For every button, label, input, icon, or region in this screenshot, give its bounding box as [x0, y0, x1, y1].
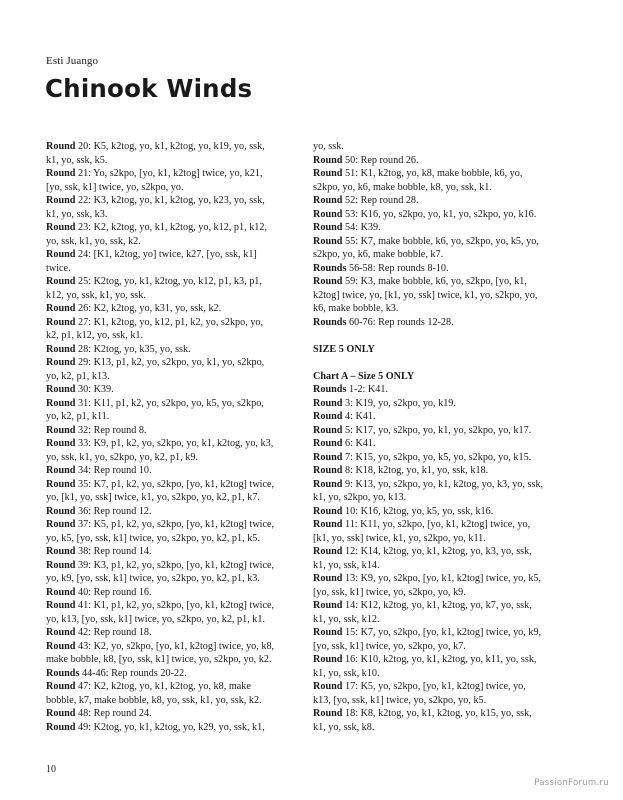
round-label: Round — [46, 600, 76, 611]
instruction-line — [313, 599, 581, 613]
round-label: Round — [313, 708, 343, 719]
instruction-line — [313, 316, 581, 330]
instruction-line — [46, 491, 284, 505]
instruction-text: 22: K3, k2tog, yo, k1, k2tog, yo, k23, yo, ssk, — [75, 195, 265, 206]
instructions-block-continued — [313, 140, 581, 329]
round-label: Round — [46, 316, 76, 328]
instruction-text: k1, yo, ssk, k8. — [313, 721, 375, 733]
instruction-line — [46, 545, 284, 559]
instruction-line — [313, 505, 581, 519]
instruction-line — [313, 518, 581, 532]
round-label: Round — [313, 627, 343, 638]
instruction-line — [46, 559, 284, 573]
instruction-line — [313, 653, 581, 667]
instruction-text: 56-58: Rep rounds 8-10. — [346, 262, 449, 274]
round-label: Round — [46, 586, 76, 598]
instruction-line — [46, 410, 284, 424]
instruction-text: [k1, yo, ssk] twice, k1, yo, s2kpo, yo, k11. — [313, 532, 486, 544]
instruction-line — [313, 491, 581, 505]
instruction-line — [313, 680, 581, 694]
instruction-text: 42: Rep round 18. — [75, 627, 152, 638]
instruction-line — [313, 451, 581, 465]
instruction-line — [46, 248, 284, 262]
instruction-text: 32: Rep round 8. — [75, 424, 147, 436]
instruction-line — [313, 154, 581, 168]
instruction-text: 52: Rep round 28. — [342, 195, 419, 206]
instruction-text: yo, k5, [yo, ssk, k1] twice, yo, s2kpo, yo, k2, p1, k5. — [46, 532, 260, 544]
round-label: Round — [46, 424, 76, 436]
instruction-text: twice. — [46, 262, 71, 274]
round-label: Round — [46, 465, 76, 476]
instruction-text: k1, yo, ssk, k3. — [46, 208, 108, 220]
round-label: Round — [313, 276, 343, 287]
instruction-text: 44-46: Rep rounds 20-22. — [79, 667, 187, 679]
instruction-text: 36: Rep round 12. — [75, 505, 152, 517]
instruction-line — [313, 721, 581, 735]
instruction-line — [46, 235, 284, 249]
instruction-text: 26: K2, k2tog, yo, k31, yo, ssk, k2. — [75, 303, 222, 314]
instruction-text: make bobble, k8, [yo, ssk, k1] twice, yo, s2kpo, yo, k2. — [46, 654, 272, 665]
instruction-line — [46, 464, 284, 478]
instruction-line — [313, 464, 581, 478]
watermark: PassionForum.ru — [534, 778, 609, 788]
instruction-text: 24: [K1, k2tog, yo] twice, k27, [yo, ssk, k1] — [75, 249, 257, 260]
instruction-text: 16: K10, k2tog, yo, k1, k2tog, yo, k11, yo, ssk, — [342, 654, 537, 665]
instruction-line — [46, 140, 284, 154]
round-label: Round — [46, 505, 76, 517]
instruction-text: 12: K14, k2tog, yo, k1, k2tog, yo, k3, yo, ssk, — [342, 546, 532, 557]
round-label: Rounds — [46, 667, 80, 679]
instruction-line — [313, 410, 581, 424]
round-label: Round — [46, 276, 76, 287]
instruction-line — [313, 640, 581, 654]
instruction-line — [46, 262, 284, 276]
instruction-line — [313, 694, 581, 708]
instruction-text: 41: K1, p1, k2, yo, s2kpo, [yo, k1, k2tog] twice, — [75, 600, 275, 611]
instruction-line — [46, 329, 284, 343]
round-label: Round — [46, 195, 76, 206]
right-column — [313, 140, 581, 734]
instruction-line — [46, 667, 284, 681]
instruction-line — [313, 140, 581, 154]
instruction-text: 55: K7, make bobble, k6, yo, s2kpo, yo, k5, yo, — [342, 235, 539, 247]
instruction-line — [313, 478, 581, 492]
instruction-text: 8: K18, k2tog, yo, k1, yo, ssk, k18. — [342, 465, 489, 476]
round-label: Round — [46, 721, 76, 733]
instruction-line — [313, 383, 581, 397]
instruction-text: k1, yo, ssk, k5. — [46, 154, 108, 166]
round-label: Round — [46, 357, 76, 368]
instruction-text: k1, yo, s2kpo, yo, k13. — [313, 492, 407, 503]
instruction-line — [313, 235, 581, 249]
instruction-line — [313, 586, 581, 600]
round-label: Round — [46, 519, 76, 530]
instruction-text: yo, k2, p1, k11. — [46, 411, 110, 422]
instruction-text: yo, ssk. — [313, 141, 344, 152]
instruction-text: 54: K39. — [342, 222, 381, 233]
instruction-text: yo, ssk, k1, yo, ssk, k2. — [46, 235, 141, 247]
round-label: Round — [46, 303, 76, 314]
round-label: Round — [313, 451, 343, 463]
instruction-text: s2kpo, yo, k6, make bobble, k7. — [313, 249, 444, 260]
round-label: Round — [46, 384, 76, 395]
instruction-line — [46, 370, 284, 384]
instruction-line — [46, 640, 284, 654]
round-label: Round — [313, 195, 343, 206]
instruction-text: 38: Rep round 14. — [75, 546, 152, 557]
instruction-text: 15: K7, yo, s2kpo, [yo, k1, k2tog] twice, yo, k9, — [342, 627, 542, 638]
instruction-line — [313, 667, 581, 681]
instruction-line — [46, 356, 284, 370]
instruction-line — [46, 451, 284, 465]
chart-a-instructions — [313, 383, 581, 734]
instruction-text: yo, k9, [yo, ssk, k1] twice, yo, s2kpo, yo, k2, p1, k3. — [46, 573, 260, 584]
round-label: Round — [313, 222, 343, 233]
instruction-line — [46, 505, 284, 519]
instruction-text: 7: K15, yo, s2kpo, yo, k5, yo, s2kpo, yo, k15. — [342, 451, 532, 463]
round-label: Round — [313, 411, 343, 422]
instruction-text: 35: K7, p1, k2, yo, s2kpo, [yo, k1, k2tog] twice, — [75, 478, 275, 490]
instruction-line — [313, 626, 581, 640]
instruction-line — [46, 653, 284, 667]
instruction-line — [313, 545, 581, 559]
round-label: Round — [46, 559, 76, 571]
instruction-text: bobble, k7, make bobble, k8, yo, ssk, k1, yo, ssk, k2. — [46, 694, 262, 706]
instruction-text: 18: K8, k2tog, yo, k1, k2tog, yo, k15, yo, ssk, — [342, 708, 532, 719]
instruction-text: k1, yo, ssk, k14. — [313, 559, 380, 571]
instruction-line — [46, 397, 284, 411]
instruction-line — [46, 572, 284, 586]
instruction-text: 10: K16, k2tog, yo, k5, yo, ssk, k16. — [342, 505, 494, 517]
instruction-text: 1-2: K41. — [346, 384, 389, 395]
instruction-line — [46, 194, 284, 208]
instruction-text: 39: K3, p1, k2, yo, s2kpo, [yo, k1, k2tog] twice, — [75, 559, 275, 571]
instruction-line — [313, 262, 581, 276]
instruction-text: 30: K39. — [75, 384, 114, 395]
instruction-text: yo, ssk, k1, yo, s2kpo, yo, k2, p1, k9. — [46, 451, 198, 463]
instruction-line — [313, 532, 581, 546]
instruction-text: k1, yo, ssk, k12. — [313, 613, 380, 625]
instruction-text: 59: K3, make bobble, k6, yo, s2kpo, [yo, k1, — [342, 276, 527, 287]
round-label: Round — [313, 478, 343, 490]
round-label: Round — [313, 438, 343, 449]
instruction-text: 17: K5, yo, s2kpo, [yo, k1, k2tog] twice, yo, — [342, 681, 526, 692]
instruction-text: yo, [k1, yo, ssk] twice, k1, yo, s2kpo, yo, k2, p1, k7. — [46, 492, 260, 503]
instruction-line — [313, 707, 581, 721]
instruction-text: [yo, ssk, k1] twice, yo, s2kpo, yo, k7. — [313, 640, 466, 652]
instruction-text: 4: K41. — [342, 411, 376, 422]
round-label: Round — [46, 478, 76, 490]
instruction-line — [46, 586, 284, 600]
round-label: Round — [313, 654, 343, 665]
instruction-line — [313, 248, 581, 262]
instruction-line — [46, 275, 284, 289]
instruction-text: 20: K5, k2tog, yo, k1, k2tog, yo, k19, yo, ssk, — [75, 141, 265, 152]
round-label: Round — [313, 208, 343, 220]
round-label: Round — [46, 249, 76, 260]
instruction-line — [46, 154, 284, 168]
instruction-text: 28: K2tog, yo, k35, yo, ssk. — [75, 343, 191, 355]
instruction-line — [46, 316, 284, 330]
instruction-line — [46, 532, 284, 546]
instruction-line — [313, 424, 581, 438]
instruction-line — [313, 208, 581, 222]
instruction-line — [46, 181, 284, 195]
instruction-text: 13: K9, yo, s2kpo, [yo, k1, k2tog] twice, yo, k5, — [342, 573, 542, 584]
instruction-line — [313, 572, 581, 586]
instruction-text: k6, make bobble, k3. — [313, 303, 399, 314]
instruction-line — [46, 343, 284, 357]
instruction-text: 50: Rep round 26. — [342, 154, 419, 166]
instruction-line — [46, 680, 284, 694]
instruction-text: 37: K5, p1, k2, yo, s2kpo, [yo, k1, k2tog] twice, — [75, 519, 275, 530]
round-label: Round — [313, 519, 343, 530]
page-number: 10 — [46, 764, 56, 775]
instruction-text: 9: K13, yo, s2kpo, yo, k1, k2tog, yo, k3, yo, ssk, — [342, 478, 544, 490]
round-label: Rounds — [313, 262, 347, 274]
instruction-line — [313, 437, 581, 451]
round-label: Round — [313, 168, 343, 179]
instruction-line — [313, 221, 581, 235]
round-label: Round — [313, 681, 343, 692]
round-label: Round — [313, 424, 343, 436]
instruction-line — [46, 424, 284, 438]
instruction-line — [313, 289, 581, 303]
instruction-text: 43: K2, yo, s2kpo, [yo, k1, k2tog] twice, yo, k8, — [75, 640, 275, 652]
author-name: Esti Juango — [46, 55, 99, 67]
instruction-line — [46, 613, 284, 627]
instruction-text: 3: K19, yo, s2kpo, yo, k19. — [342, 397, 456, 409]
instruction-text: k12, yo, ssk, k1, yo, ssk. — [46, 289, 146, 301]
instruction-text: 21: Yo, s2kpo, [yo, k1, k2tog] twice, yo, k21, — [75, 168, 263, 179]
instruction-line — [313, 302, 581, 316]
instruction-text: 11: K11, yo, s2kpo, [yo, k1, k2tog] twice, yo, — [342, 519, 531, 530]
instruction-text: 5: K17, yo, s2kpo, yo, k1, yo, s2kpo, yo, k17. — [342, 424, 532, 436]
instruction-text: 27: K1, k2tog, yo, k12, p1, k2, yo, s2kpo, yo, — [75, 316, 264, 328]
round-label: Rounds — [313, 316, 347, 328]
round-label: Round — [46, 343, 76, 355]
instruction-line — [46, 626, 284, 640]
instruction-line — [313, 181, 581, 195]
instruction-text: 6: K41. — [342, 438, 376, 449]
instruction-text: 34: Rep round 10. — [75, 465, 152, 476]
instruction-text: k2tog] twice, yo, [k1, yo, ssk] twice, k1, yo, s2kpo, yo, — [313, 289, 538, 301]
round-label: Round — [46, 397, 76, 409]
instruction-text: k1, yo, ssk, k10. — [313, 667, 380, 679]
instruction-line — [313, 167, 581, 181]
round-label: Round — [313, 397, 343, 409]
round-label: Round — [46, 141, 76, 152]
left-column — [46, 140, 284, 734]
instruction-text: 25: K2tog, yo, k1, k2tog, yo, k12, p1, k3, p1, — [75, 276, 262, 287]
instruction-text: 33: K9, p1, k2, yo, s2kpo, yo, k1, k2tog, yo, k3, — [75, 438, 274, 449]
instruction-text: yo, k2, p1, k13. — [46, 370, 110, 382]
instruction-text: 23: K2, k2tog, yo, k1, k2tog, yo, k12, p1, k12, — [75, 222, 268, 233]
instruction-line — [46, 694, 284, 708]
round-label: Round — [46, 640, 76, 652]
instruction-line — [46, 721, 284, 735]
instruction-text: 31: K11, p1, k2, yo, s2kpo, yo, k5, yo, s2kpo, — [75, 397, 264, 409]
size-heading: SIZE 5 ONLY — [313, 343, 375, 355]
round-label: Round — [313, 600, 343, 611]
instruction-line — [46, 599, 284, 613]
round-label: Round — [313, 546, 343, 557]
instruction-text: 60-76: Rep rounds 12-28. — [346, 316, 454, 328]
instruction-text: 14: K12, k2tog, yo, k1, k2tog, yo, k7, yo, ssk, — [342, 600, 532, 611]
instruction-text: 29: K13, p1, k2, yo, s2kpo, yo, k1, yo, s2kpo, — [75, 357, 265, 368]
instruction-line — [46, 289, 284, 303]
instruction-text: k13, [yo, ssk, k1] twice, yo, s2kpo, yo, k5. — [313, 694, 487, 706]
instruction-text: s2kpo, yo, k6, make bobble, k8, yo, ssk, k1. — [313, 181, 492, 193]
instruction-text: yo, k13, [yo, ssk, k1] twice, yo, s2kpo, yo, k2, p1, k1. — [46, 613, 266, 625]
instruction-text: [yo, ssk, k1] twice, yo, s2kpo, yo, k9. — [313, 586, 466, 598]
round-label: Round — [46, 168, 76, 179]
round-label: Round — [46, 222, 76, 233]
page-title: Chinook Winds — [45, 74, 253, 103]
instruction-text: [yo, ssk, k1] twice, yo, s2kpo, yo. — [46, 181, 184, 193]
round-label: Round — [46, 708, 76, 719]
instruction-text: 48: Rep round 24. — [75, 708, 152, 719]
instruction-line — [313, 613, 581, 627]
instruction-text: 49: K2tog, yo, k1, k2tog, yo, k29, yo, ssk, k1, — [75, 721, 265, 733]
instruction-text: 51: K1, k2tog, yo, k8, make bobble, k6, yo, — [342, 168, 523, 179]
round-label: Rounds — [313, 384, 347, 395]
instruction-text: 47: K2, k2tog, yo, k1, k2tog, yo, k8, make — [75, 681, 251, 692]
instruction-line — [46, 707, 284, 721]
instruction-line — [46, 383, 284, 397]
chart-heading: Chart A – Size 5 ONLY — [313, 370, 415, 382]
instruction-line — [313, 275, 581, 289]
instruction-line — [313, 194, 581, 208]
round-label: Round — [313, 465, 343, 476]
round-label: Round — [313, 235, 343, 247]
instruction-line — [46, 518, 284, 532]
instruction-text: 53: K16, yo, s2kpo, yo, k1, yo, s2kpo, yo, k16. — [342, 208, 537, 220]
round-label: Round — [46, 627, 76, 638]
instruction-text: k2, p1, k12, yo, ssk, k1. — [46, 330, 144, 341]
round-label: Round — [313, 573, 343, 584]
instruction-line — [46, 478, 284, 492]
instruction-line — [46, 302, 284, 316]
instruction-line — [46, 167, 284, 181]
round-label: Round — [46, 546, 76, 557]
instruction-line — [46, 437, 284, 451]
instruction-line — [313, 397, 581, 411]
instruction-text: 40: Rep round 16. — [75, 586, 152, 598]
round-label: Round — [46, 681, 76, 692]
instruction-line — [313, 559, 581, 573]
round-label: Round — [46, 438, 76, 449]
round-label: Round — [313, 154, 343, 166]
instruction-line — [46, 208, 284, 222]
instruction-line — [46, 221, 284, 235]
round-label: Round — [313, 505, 343, 517]
